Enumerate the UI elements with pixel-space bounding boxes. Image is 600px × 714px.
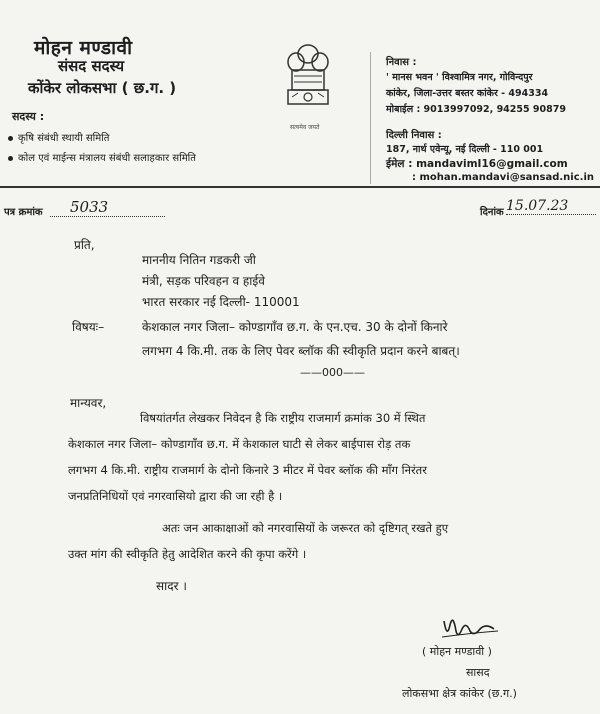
salutation: मान्यवर,	[70, 396, 107, 410]
body-line: जनप्रतिनिधियों एवं नगरवासियो द्वारा की जा रही है ।	[68, 489, 283, 503]
email-primary: ईमेल : mandavimI16@gmail.com	[386, 158, 568, 170]
signatory-area: लोकसभा क्षेत्र कांकेर (छ.ग.)	[402, 687, 517, 700]
delhi-address: 187, नार्थ एवेन्यू, नई दिल्ली - 110 001	[386, 144, 544, 155]
date-label: दिनांक	[480, 207, 504, 218]
recipient-line: माननीय नितिन गडकरी जी	[142, 253, 256, 267]
recipient-to: प्रति,	[74, 238, 95, 252]
recipient-line: भारत सरकार नई दिल्ली- 110001	[142, 295, 300, 309]
emblem-caption: सत्यमेव जयते	[290, 124, 320, 131]
residence-mobile: मोबाईल : 9013997092, 94255 90879	[386, 104, 566, 115]
sender-role: संसद सदस्य	[58, 57, 125, 75]
body-line: विषयांतर्गत लेखकर निवेदन है कि राष्ट्रीय राजमार्ग क्रमांक 30 में स्थित	[140, 411, 426, 425]
recipient-line: मंत्री, सड़क परिवहन व हाईवे	[142, 274, 265, 288]
committee-item: कृषि संबंधी स्थायी समिति	[8, 130, 109, 144]
body-line: उक्त मांग की स्वीकृति हेतु आदेशित करने की कृपा करेंगे ।	[68, 547, 307, 561]
residence-label: निवास :	[386, 57, 417, 68]
residence-line: ' मानस भवन ' विश्वामित्र नगर, गोविन्दपुर	[386, 72, 533, 83]
body-line: केशकाल नगर जिला– कोण्डागाँव छ.ग. में केशकाल घाटी से लेकर बाईपास रोड़ तक	[68, 437, 411, 451]
subject-line: केशकाल नगर जिला– कोण्डागाँव छ.ग. के एन.एच. 30 के दोनों किनारे	[142, 320, 448, 334]
sender-name: मोहन मण्डावी	[34, 37, 133, 59]
reference-label: पत्र क्रमांक	[4, 207, 43, 218]
body-line: लगभग 4 कि.मी. राष्ट्रीय राजमार्ग के दोनो किनारे 3 मीटर में पेवर ब्लॉक की माँग निरंतर	[68, 463, 427, 477]
subject-separator: ——000——	[300, 366, 365, 379]
subject-line: लगभग 4 कि.मी. तक के लिए पेवर ब्लॉक की स्वीकृति प्रदान करने बाबत्।	[142, 344, 460, 358]
reference-number: 5033	[50, 198, 165, 217]
bullet-icon	[8, 136, 13, 141]
residence-line: कांकेर, जिला-उत्तर बस्तर कांकेर - 494334	[386, 88, 549, 99]
subject-label: विषयः–	[72, 320, 105, 334]
letter-date: 15.07.23	[506, 198, 596, 215]
signatory-role: सासद	[466, 666, 490, 679]
committee-item: कोल एवं माईन्स मंत्रालय संबंधी सलाहकार समिति	[8, 150, 196, 164]
delhi-residence-label: दिल्ली निवास :	[386, 130, 442, 141]
national-emblem-icon	[278, 40, 338, 120]
signature-mark	[440, 613, 500, 643]
header-divider	[0, 186, 600, 188]
signatory-name: ( मोहन मण्डावी )	[422, 645, 492, 658]
bullet-icon	[8, 156, 13, 161]
member-label: सदस्य :	[12, 110, 45, 123]
closing: सादर ।	[156, 579, 187, 593]
body-line: अतः जन आकाक्षाओं को नगरवासियों के जरूरत को दृष्टिगत् रखते हुए	[162, 521, 449, 535]
sender-constituency: कोंकेर लोकसभा ( छ.ग. )	[28, 79, 177, 97]
email-secondary: : mohan.mandavi@sansad.nic.in	[412, 172, 594, 183]
header-vertical-divider	[370, 52, 371, 184]
